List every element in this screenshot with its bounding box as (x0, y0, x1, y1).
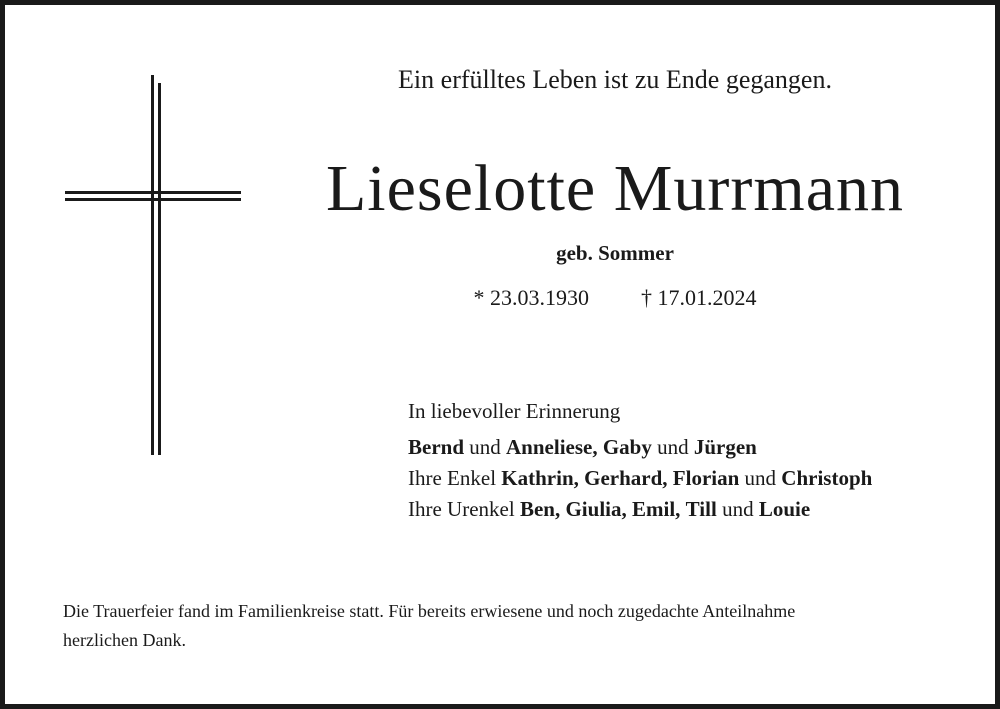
life-dates (305, 285, 925, 311)
family-name: Christoph (781, 466, 873, 490)
family-name: Florian (672, 466, 740, 490)
family-name: Giulia, (565, 497, 627, 521)
funeral-note (63, 597, 963, 655)
death-date: † 17.01.2024 (641, 285, 757, 310)
family-name: Gaby (602, 435, 652, 459)
family-name: Gerhard, (584, 466, 668, 490)
funeral-note-line: herzlichen Dank. (63, 630, 186, 650)
family-name: Jürgen (693, 435, 757, 459)
family-name: Ben, (519, 497, 561, 521)
family-name: Louie (758, 497, 811, 521)
family-block (408, 396, 968, 525)
family-line-great-grandchildren (408, 494, 968, 525)
motto-text: Ein erfülltes Leben ist zu Ende gegangen. (398, 65, 832, 94)
family-name: Anneliese, (506, 435, 598, 459)
conjunction: und (464, 435, 507, 459)
conjunction: und (651, 435, 694, 459)
deceased-name: Lieselotte Murrmann (325, 152, 904, 225)
family-name: Kathrin, (501, 466, 579, 490)
maiden-name: geb. Sommer (556, 241, 674, 265)
cross-icon (63, 75, 243, 455)
family-prefix: Ihre Urenkel (408, 497, 520, 521)
family-line-grandchildren (408, 463, 968, 494)
family-name: Emil, (632, 497, 681, 521)
conjunction: und (739, 466, 782, 490)
family-line-children (408, 432, 968, 463)
remembrance-intro: In liebevoller Erinnerung (408, 399, 621, 423)
family-prefix: Ihre Enkel (408, 466, 502, 490)
family-name: Bernd (408, 435, 465, 459)
birth-date: * 23.03.1930 (473, 285, 589, 310)
family-name: Till (685, 497, 717, 521)
funeral-note-line: Die Trauerfeier fand im Familienkreise statt. Für bereits erwiesene und noch zugedachte Anteilnahme (63, 601, 796, 621)
conjunction: und (716, 497, 759, 521)
